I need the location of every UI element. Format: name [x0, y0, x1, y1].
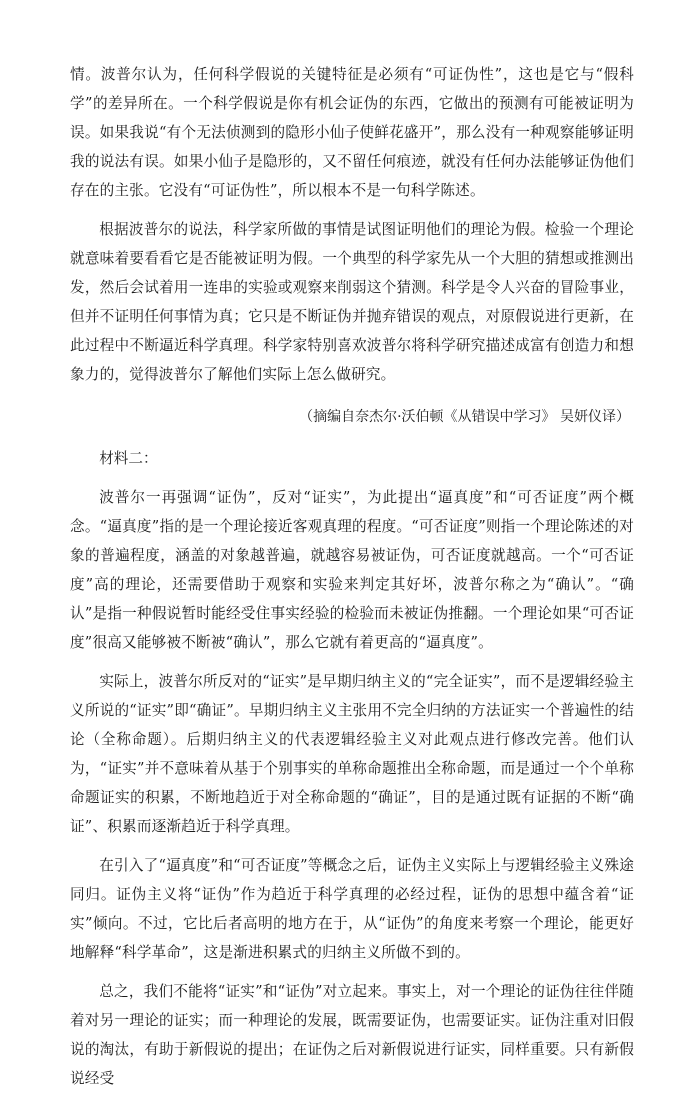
paragraph-verisimilitude: 波普尔一再强调“证伪”，反对“证实”，为此提出“逼真度”和“可否证度”两个概念。“逼真度”指的是一个理论接近客观真理的程度。“可否证度”则指一个理论陈述的对象的普遍程度，涵盖的对象越普遍，就越容易被证伪，可否证度就越高。一个“可否证度”高的理论，还需要借助于观察和实验来判定其好坏，波普尔称之为“确认”。“确认”是指一种假说暂时能经受住事实经验的检验而未被证伪推翻。一个理论如果“可否证度”很高又能够被不断被“确认”，那么它就有着更高的“逼真度”。 [70, 489, 634, 651]
paragraph-convergence: 在引入了“逼真度”和“可否证度”等概念之后，证伪主义实际上与逻辑经验主义殊途同归。证伪主义将“证伪”作为趋近于科学真理的必经过程，证伪的思想中蕴含着“证实”倾向。不过，它比后者高明的地方在于，从“证伪”的角度来考察一个理论，能更好地解释“科学革命”，这是渐进积累式的归纳主义所做不到的。 [70, 857, 634, 961]
paragraph-conclusion: 总之，我们不能将“证实”和“证伪”对立起来。事实上，对一个理论的证伪往往伴随着对另一理论的证实；而一种理论的发展，既需要证伪，也需要证实。证伪注重对旧假说的淘汰，有助于新假说的提出；在证伪之后对新假说进行证实，同样重要。只有新假说经受 [70, 983, 634, 1087]
paragraph-verification: 实际上，波普尔所反对的“证实”是早期归纳主义的“完全证实”，而不是逻辑经验主义所说的“证实”即“确证”。早期归纳主义主张用不完全归纳的方法证实一个普遍性的结论（全称命题）。后期归纳主义的代表逻辑经验主义对此观点进行修改完善。他们认为，“证实”并不意味着从基于个别事实的单称命题推出全称命题，而是通过一个个单称命题证实的积累，不断地趋近于对全称命题的“确证”，目的是通过既有证据的不断“确证”、积累而逐渐趋近于科学真理。 [70, 673, 634, 835]
paragraph-popper-method: 根据波普尔的说法，科学家所做的事情是试图证明他们的理论为假。检验一个理论就意味着要看看它是否能被证明为假。一个典型的科学家先从一个大胆的猜想或推测出发，然后会试着用一连串的实验或观察来削弱这个猜测。科学是令人兴奋的冒险事业，但并不证明任何事情为真；它只是不断证伪并抛弃错误的观点，对原假说进行更新，在此过程中不断逼近科学真理。科学家特别喜欢波普尔将科学研究描述成富有创造力和想象力的，觉得波普尔了解他们实际上怎么做研究。 [70, 221, 634, 383]
source-citation: （摘编自奈杰尔·沃伯顿《从错误中学习》 吴妍仪译） [299, 409, 630, 425]
material-two-heading: 材料二： [99, 450, 158, 467]
paragraph-falsifiability: 情。波普尔认为，任何科学假说的关键特征是必须有“可证伪性”，这也是它与“假科学”的差异所在。一个科学假说是你有机会证伪的东西，它做出的预测有可能被证明为误。如果我说“有个无法侦测到的隐形小仙子使鲜花盛开”，那么没有一种观察能够证明我的说法有误。如果小仙子是隐形的，又不留任何痕迹，就没有任何办法能够证伪他们存在的主张。它没有“可证伪性”，所以根本不是一句科学陈述。 [70, 66, 634, 199]
